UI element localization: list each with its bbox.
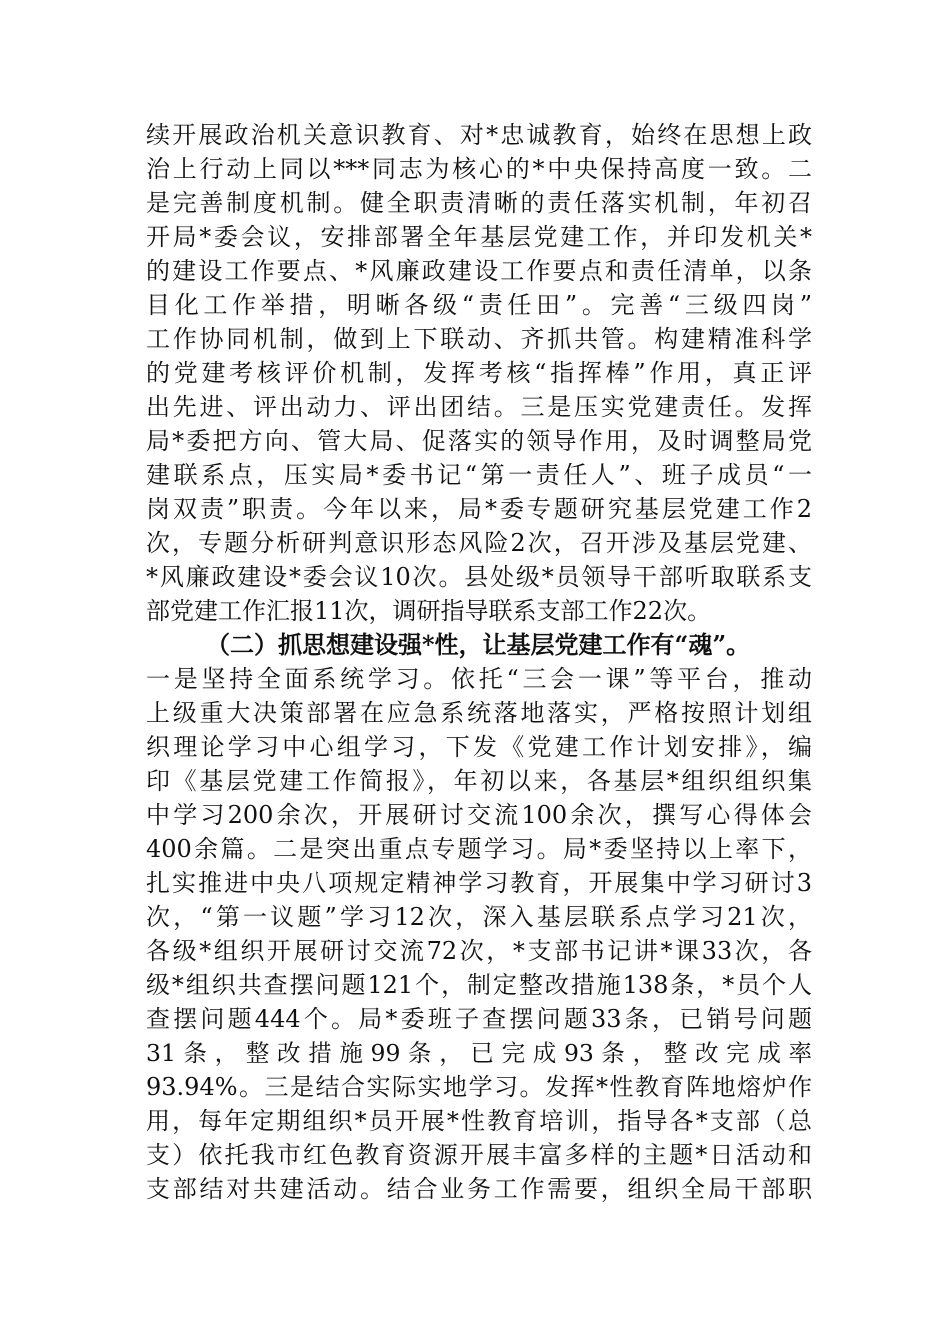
text-line: 级*组织共查摆问题121个，制定整改措施138条，*员个人 — [146, 971, 812, 999]
text-line: 开局*委会议，安排部署全年基层党建工作，并印发机关* — [146, 223, 812, 251]
text-line: 续开展政治机关意识教育、对*忠诚教育，始终在思想上政 — [146, 121, 812, 149]
text-line: 一是坚持全面系统学习。依托“三会一课”等平台，推动 — [146, 665, 812, 693]
text-line: 是完善制度机制。健全职责清晰的责任落实机制，年初召 — [146, 189, 812, 217]
text-line: 各级*组织开展研讨交流72次，*支部书记讲*课33次，各 — [146, 937, 812, 965]
text-line: 扎实推进中央八项规定精神学习教育，开展集中学习研讨3 — [146, 869, 812, 897]
text-line: 用，每年定期组织*员开展*性教育培训，指导各*支部（总 — [146, 1107, 812, 1135]
section-heading: （二）抓思想建设强*性，让基层党建工作有“魂”。 — [206, 630, 751, 659]
text-line: 93.94%。三是结合实际实地学习。发挥*性教育阵地熔炉作 — [146, 1073, 812, 1101]
text-line: 工作协同机制，做到上下联动、齐抓共管。构建精准科学 — [146, 325, 812, 353]
paragraph-institution-building — [146, 118, 812, 628]
text-line: 印《基层党建工作简报》，年初以来，各基层*组织组织集 — [146, 767, 812, 795]
text-line: 的党建考核评价机制，发挥考核“指挥棒”作用，真正评 — [146, 359, 812, 387]
text-line: 31 条 ， 整 改 措 施 99 条 ， 已 完 成 93 条 ， 整 改 完 成 率 — [146, 1039, 812, 1067]
text-line: 400余篇。二是突出重点专题学习。局*委坚持以上率下， — [146, 835, 812, 863]
text-line: 次，“第一议题”学习12次，深入基层联系点学习21次， — [146, 903, 812, 931]
text-line: 支）依托我市红色教育资源开展丰富多样的主题*日活动和 — [146, 1141, 812, 1169]
text-line: 上级重大决策部署在应急系统落地落实，严格按照计划组 — [146, 699, 812, 727]
text-line: 局*委把方向、管大局、促落实的领导作用，及时调整局党 — [146, 427, 812, 455]
text-line: 部党建工作汇报11次，调研指导联系支部工作22次。 — [146, 597, 712, 625]
text-line: 目化工作举措，明晰各级“责任田”。完善“三级四岗” — [146, 291, 812, 319]
text-line: 岗双责”职责。今年以来，局*委专题研究基层党建工作2 — [146, 495, 812, 523]
paragraph-ideological-building — [146, 628, 812, 1206]
text-line: 查摆问题444个。局*委班子查摆问题33条，已销号问题 — [146, 1005, 812, 1033]
text-line: 织理论学习中心组学习，下发《党建工作计划安排》，编 — [146, 733, 812, 761]
text-line: 的建设工作要点、*风廉政建设工作要点和责任清单，以条 — [146, 257, 812, 285]
text-line: 出先进、评出动力、评出团结。三是压实党建责任。发挥 — [146, 393, 812, 421]
document-body — [146, 118, 812, 1206]
text-line: *风廉政建设*委会议10次。县处级*员领导干部听取联系支 — [146, 563, 812, 591]
text-line: 治上行动上同以***同志为核心的*中央保持高度一致。二 — [146, 155, 812, 183]
text-line: 支部结对共建活动。结合业务工作需要，组织全局干部职 — [146, 1175, 812, 1203]
text-line: 建联系点，压实局*委书记“第一责任人”、班子成员“一 — [146, 461, 812, 489]
text-line: 次，专题分析研判意识形态风险2次，召开涉及基层党建、 — [146, 529, 812, 557]
text-line: 中学习200余次，开展研讨交流100余次，撰写心得体会 — [146, 801, 812, 829]
